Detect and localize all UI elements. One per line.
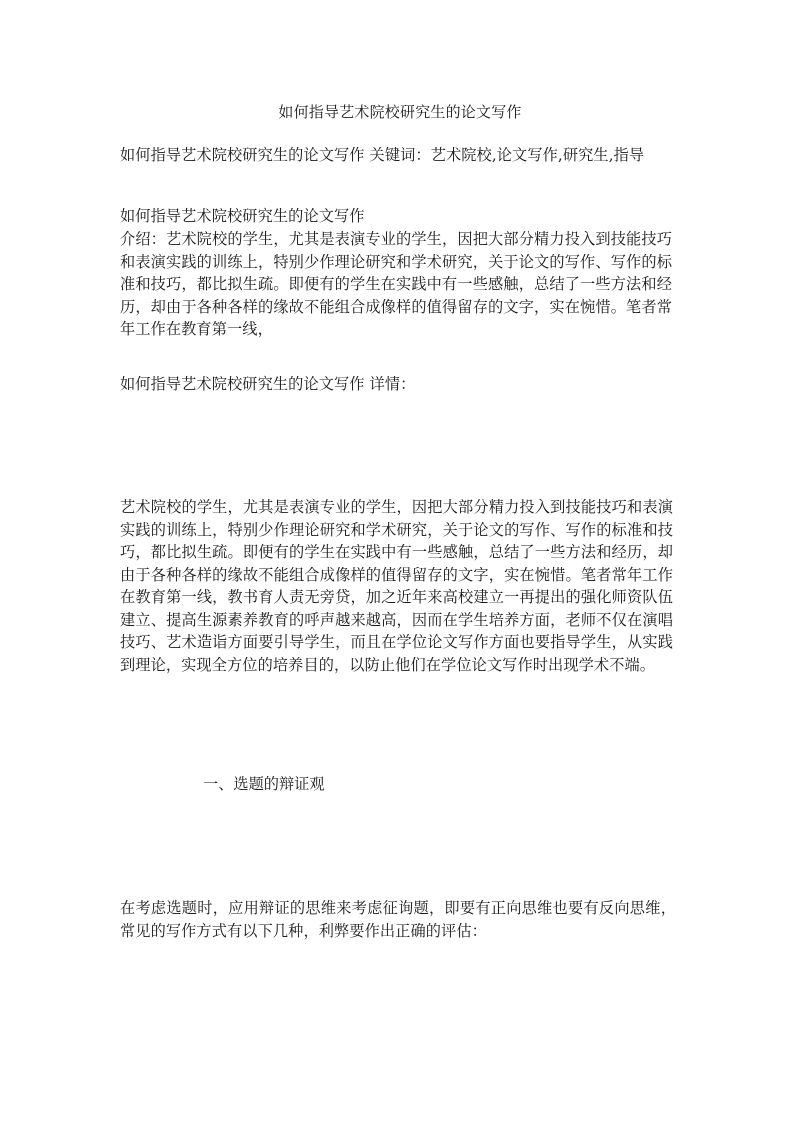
closing-paragraph: 在考虑选题时，应用辩证的思维来考虑征询题，即要有正向思维也要有反向思维，常见的写作方式有以下几种，利弊要作出正确的评估： [120, 899, 676, 940]
body-paragraph: 艺术院校的学生，尤其是表演专业的学生，因把大部分精力投入到技能技巧和表演实践的训练上，特别少作理论研究和学术研究，关于论文的写作、写作的标准和技巧，都比拟生疏。即便有的学生在实践中有一些感触，总结了一些方法和经历，却由于各种各样的缘故不能组合成像样的值得留存的文字，实在惋惜。笔者常年工作在教育第一线，教书育人责无旁贷，加之近年来高校建立一再提出的强化师资队伍建立、提高生源素养教育的呼声越来越高，因而在学生培养方面，老师不仅在演唱技巧、艺术造诣方面要引导学生，而且在学位论文写作方面也要指导学生，从实践到理论，实现全方位的培养目的，以防止他们在学位论文写作时出现学术不端。 [120, 498, 673, 674]
section-heading: 一、选题的辩证观 [203, 775, 325, 793]
intro-heading: 如何指导艺术院校研究生的论文写作 [120, 207, 365, 225]
keywords-line: 如何指导艺术院校研究生的论文写作 关键词：艺术院校,论文写作,研究生,指导 [120, 146, 645, 164]
intro-paragraph: 介绍：艺术院校的学生，尤其是表演专业的学生，因把大部分精力投入到技能技巧和表演实践的训练上，特别少作理论研究和学术研究，关于论文的写作、写作的标准和技巧，都比拟生疏。即便有的学生在实践中有一些感触，总结了一些方法和经历，却由于各种各样的缘故不能组合成像样的值得留存的文字，实在惋惜。笔者常年工作在教育第一线， [120, 230, 672, 338]
detail-heading: 如何指导艺术院校研究生的论文写作 详情： [120, 375, 416, 393]
document-title: 如何指导艺术院校研究生的论文写作 [278, 103, 522, 121]
